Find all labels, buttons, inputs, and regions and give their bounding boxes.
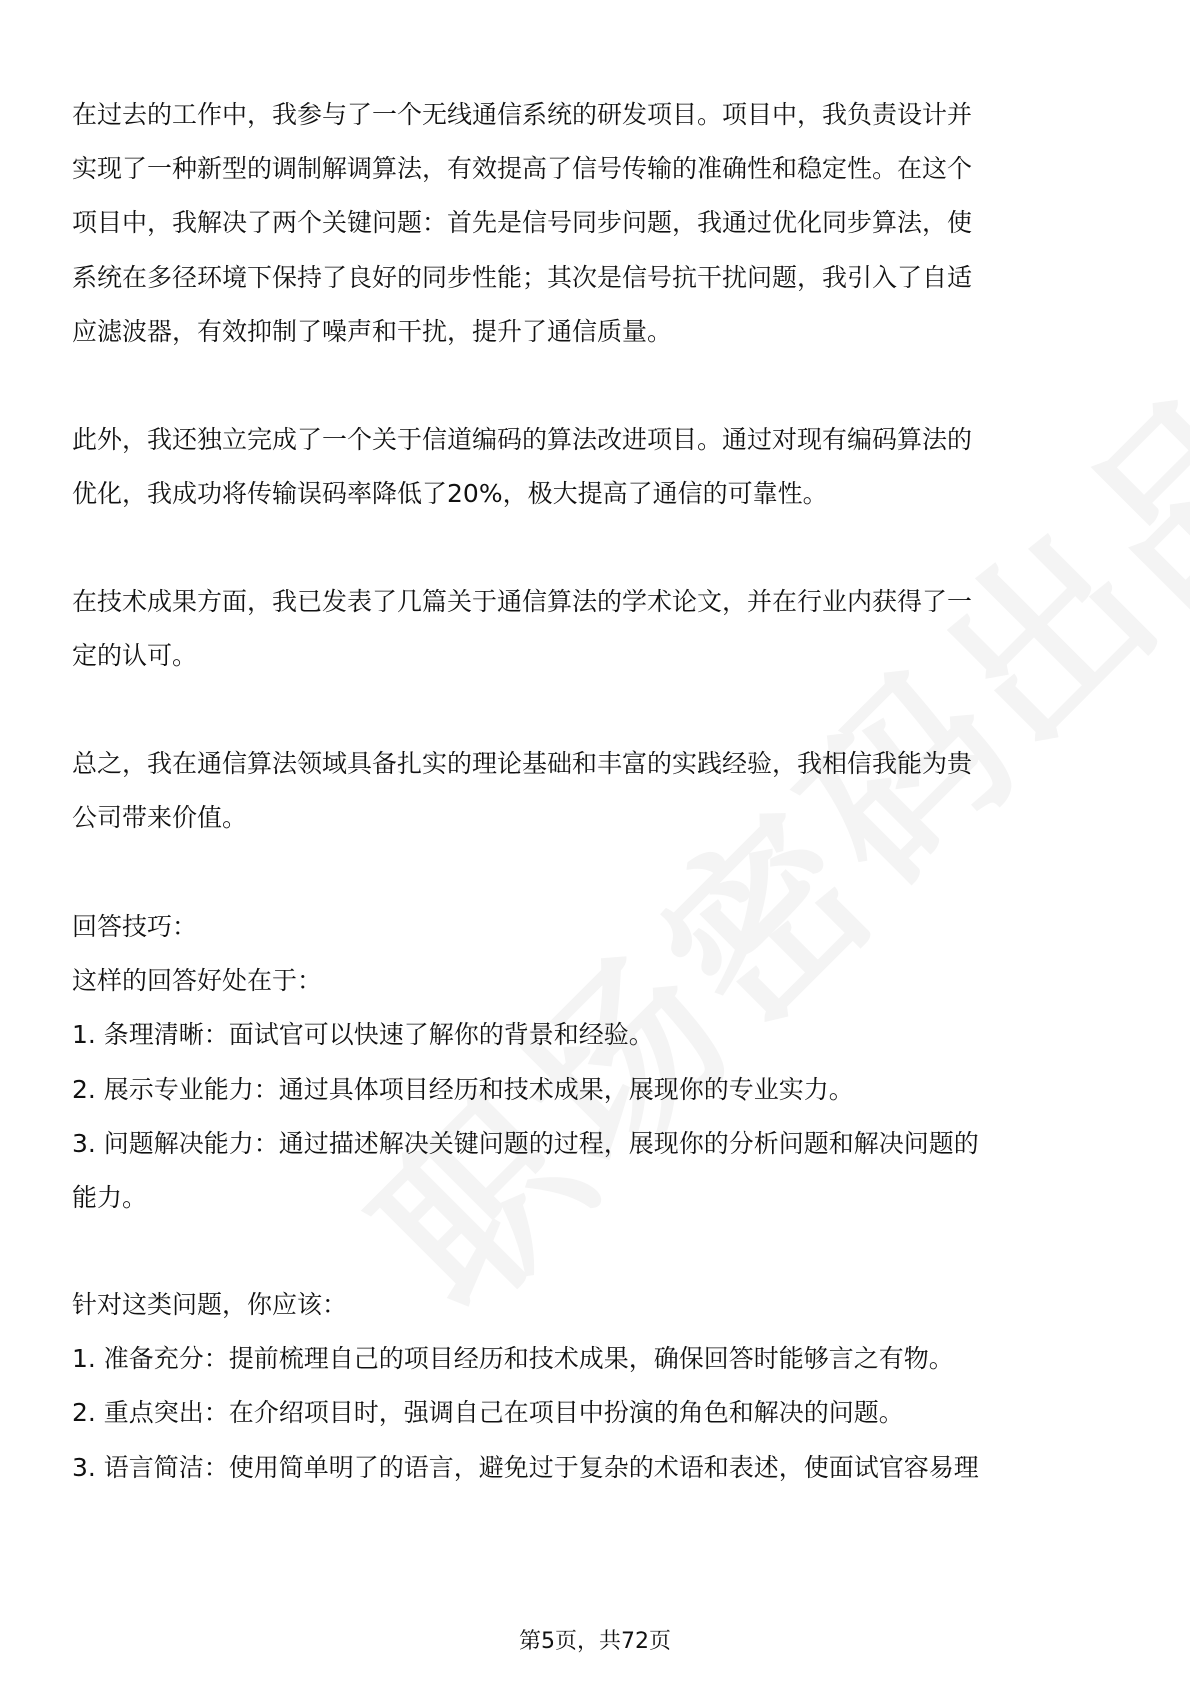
text-line: 优化，我成功将传输误码率降低了20%，极大提高了通信的可靠性。 — [72, 479, 828, 508]
page-number: 第5页，共72页 — [519, 1629, 671, 1654]
list-item: 1. 准备充分：提前梳理自己的项目经历和技术成果，确保回答时能够言之有物。 — [72, 1344, 954, 1373]
list-item-continuation: 能力。 — [72, 1183, 148, 1212]
text-line: 总之，我在通信算法领域具备扎实的理论基础和丰富的实践经验，我相信我能为贵 — [72, 749, 973, 778]
section-heading: 针对这类问题，你应该： — [72, 1290, 348, 1319]
text-line: 这样的回答好处在于： — [72, 966, 323, 995]
text-line: 在过去的工作中，我参与了一个无线通信系统的研发项目。项目中，我负责设计并 — [72, 100, 973, 129]
list-item: 2. 重点突出：在介绍项目时，强调自己在项目中扮演的角色和解决的问题。 — [72, 1398, 904, 1427]
text-line: 系统在多径环境下保持了良好的同步性能；其次是信号抗干扰问题，我引入了自适 — [72, 263, 973, 292]
list-item: 2. 展示专业能力：通过具体项目经历和技术成果，展现你的专业实力。 — [72, 1075, 854, 1104]
list-item: 3. 语言简洁：使用简单明了的语言，避免过于复杂的术语和表述，使面试官容易理 — [72, 1453, 979, 1482]
section-heading: 回答技巧： — [72, 912, 198, 941]
text-line: 在技术成果方面，我已发表了几篇关于通信算法的学术论文，并在行业内获得了一 — [72, 587, 973, 616]
text-line: 应滤波器，有效抑制了噪声和干扰，提升了通信质量。 — [72, 317, 673, 346]
text-line: 项目中，我解决了两个关键问题：首先是信号同步问题，我通过优化同步算法，使 — [72, 208, 973, 237]
text-line: 实现了一种新型的调制解调算法，有效提高了信号传输的准确性和稳定性。在这个 — [72, 154, 973, 183]
text-line: 此外，我还独立完成了一个关于信道编码的算法改进项目。通过对现有编码算法的 — [72, 425, 973, 454]
list-item: 1. 条理清晰：面试官可以快速了解你的背景和经验。 — [72, 1020, 654, 1049]
watermark-stamp — [309, 316, 1190, 1358]
text-line: 公司带来价值。 — [72, 803, 248, 832]
list-item: 3. 问题解决能力：通过描述解决关键问题的过程，展现你的分析问题和解决问题的 — [72, 1129, 979, 1158]
text-line: 定的认可。 — [72, 641, 198, 670]
